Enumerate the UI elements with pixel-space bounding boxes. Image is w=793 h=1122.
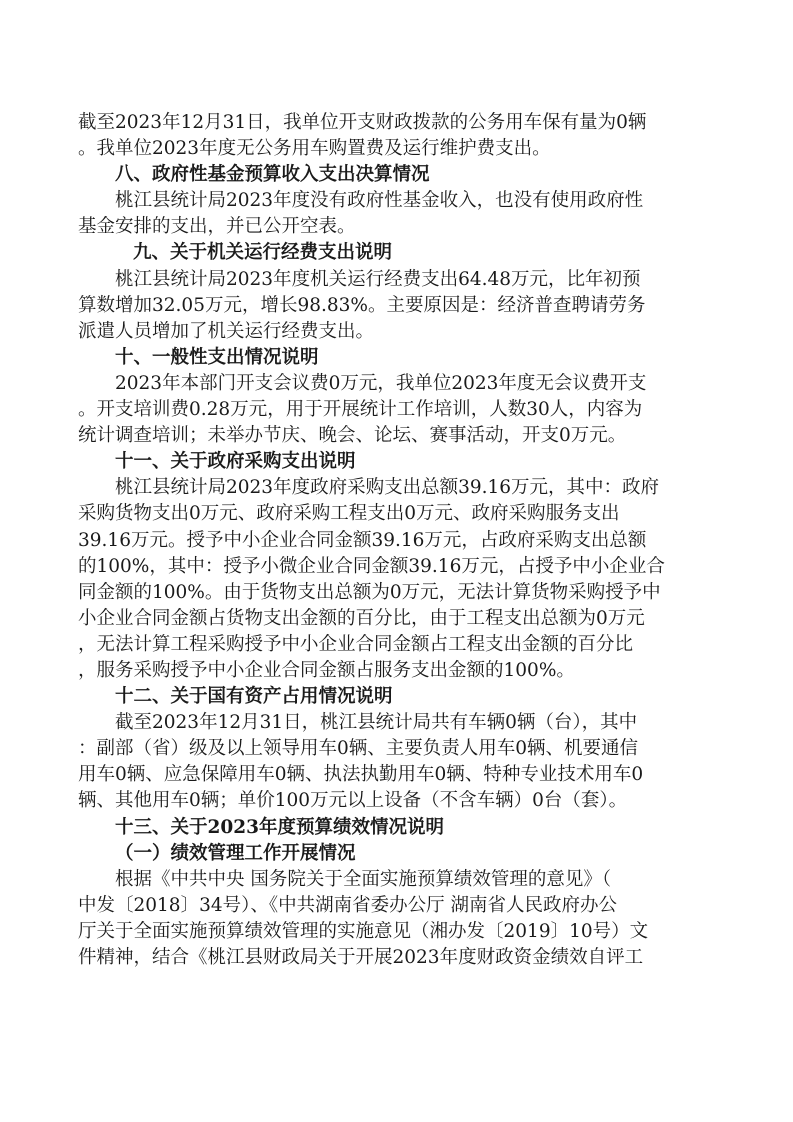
body-text-line: 的100%，其中：授予小微企业合同金额39.16万元，占授予中小企业合 [78,555,665,577]
body-text-line: 小企业合同金额占货物支出金额的百分比，由于工程支出总额为0万元 [78,607,645,629]
body-text-line: 根据《中共中央 国务院关于全面实施预算绩效管理的意见》（ [115,868,612,890]
body-text-line: 厅关于全面实施预算绩效管理的实施意见（湘办发〔2019〕10号）文 [78,920,649,942]
section-heading: 十二、关于国有资产占用情况说明 [115,686,393,708]
body-text-line: 基金安排的支出，并已公开空表。 [78,216,356,238]
section-heading: 十三、关于2023年度预算绩效情况说明 [115,816,444,838]
body-text-line: 辆、其他用车0辆；单价100万元以上设备（不含车辆）0台（套）。 [78,790,628,812]
body-text-line: 桃江县统计局2023年度机关运行经费支出64.48万元，比年初预 [115,268,641,290]
body-text-line: 。开支培训费0.28万元，用于开展统计工作培训，人数30人，内容为 [78,399,643,421]
body-text-line: 中发〔2018〕34号）、《中共湖南省委办公厅 湖南省人民政府办公 [78,894,618,916]
body-text-line: 同金额的100%。由于货物支出总额为0万元，无法计算货物采购授予中 [78,581,661,603]
body-text-line: 。我单位2023年度无公务用车购置费及运行维护费支出。 [78,138,551,160]
body-text-line: 算数增加32.05万元，增长98.83%。主要原因是：经济普查聘请劳务 [78,294,646,316]
body-text-line: 桃江县统计局2023年度没有政府性基金收入，也没有使用政府性 [115,190,644,212]
section-heading: 九、关于机关运行经费支出说明 [133,242,393,264]
body-text-line: 采购货物支出0万元、政府采购工程支出0万元、政府采购服务支出 [78,503,620,525]
section-heading: 十、一般性支出情况说明 [115,346,319,368]
body-text-line: 统计调查培训；未举办节庆、晚会、论坛、赛事活动，开支0万元。 [78,425,627,447]
body-text-line: 件精神，结合《桃江县财政局关于开展2023年度财政资金绩效自评工 [78,947,644,968]
body-text-line: 桃江县统计局2023年度政府采购支出总额39.16万元，其中：政府 [115,477,660,499]
body-text-line: 派遣人员增加了机关运行经费支出。 [78,320,375,342]
body-text-line: ，无法计算工程采购授予中小企业合同金额占工程支出金额的百分比 [78,633,634,655]
body-text-line: ：副部（省）级及以上领导用车0辆、主要负责人用车0辆、机要通信 [78,738,639,760]
body-text-line: 用车0辆、应急保障用车0辆、执法执勤用车0辆、特种专业技术用车0 [78,764,644,786]
body-text-line: 2023年本部门开支会议费0万元，我单位2023年度无会议费开支 [115,372,647,394]
section-heading: 十一、关于政府采购支出说明 [115,451,356,473]
body-text-line: 39.16万元。授予中小企业合同金额39.16万元，占政府采购支出总额 [78,529,647,551]
section-heading: 八、政府性基金预算收入支出决算情况 [115,164,430,186]
subsection-heading: （一）绩效管理工作开展情况 [115,842,356,864]
body-text-line: ，服务采购授予中小企业合同金额占服务支出金额的100%。 [78,659,575,681]
body-text-line: 截至2023年12月31日，我单位开支财政拨款的公务用车保有量为0辆 [78,112,647,133]
body-text-line: 截至2023年12月31日，桃江县统计局共有车辆0辆（台），其中 [115,712,638,734]
